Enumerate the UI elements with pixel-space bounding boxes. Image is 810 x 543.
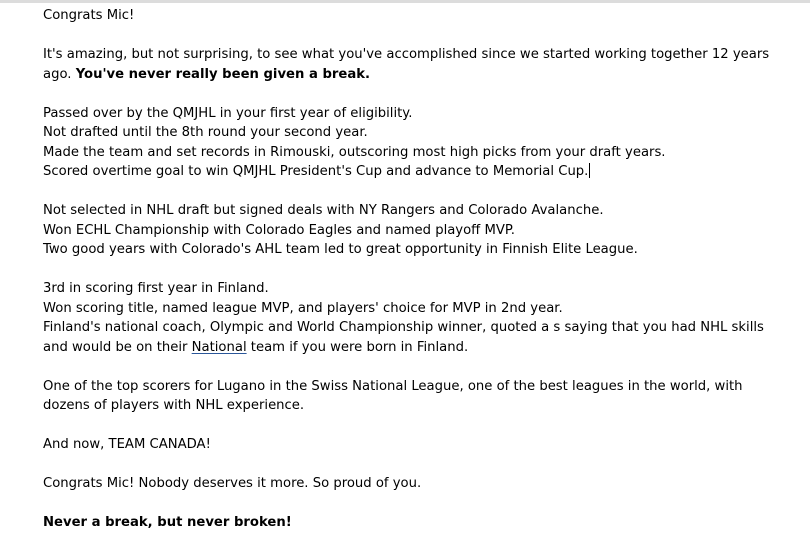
intro-line-1: It's amazing, but not surprising, to see what you've accomplished since we started working together 12 years — [43, 47, 770, 62]
paragraph-gap — [43, 260, 803, 280]
document-body[interactable] — [43, 6, 803, 533]
pro-line-1: Not selected in NHL draft but signed deals with NY Rangers and Colorado Avalanche. — [43, 203, 604, 218]
intro-bold-text: You've never really been given a break. — [75, 66, 371, 82]
pro-line-3: Two good years with Colorado's AHL team led to great opportunity in Finnish Elite League. — [43, 242, 638, 257]
intro-line-2 — [43, 65, 803, 85]
paragraph-gap — [43, 416, 803, 436]
swiss-line-1: One of the top scorers for Lugano in the Swiss National League, one of the best leagues in the world, with — [43, 378, 743, 394]
junior-line-2: Not drafted until the 8th round your second year. — [43, 125, 368, 140]
junior-line-4: Scored overtime goal to win QMJHL President's Cup and advance to Memorial Cup. — [43, 164, 589, 179]
team-canada-line: And now, TEAM CANADA! — [43, 437, 211, 452]
finland-line-3: Finland's national coach, Olympic and World Championship winner, quoted a s saying that you had NHL skills — [43, 320, 764, 335]
finland-text-after: team if you were born in Finland. — [246, 339, 469, 355]
window-top-edge — [0, 0, 810, 3]
finland-line-2: Won scoring title, named league MVP, and players' choice for MVP in 2nd year. — [43, 300, 563, 316]
intro-text: ago. — [43, 66, 76, 82]
paragraph-gap — [43, 494, 803, 514]
paragraph-gap — [43, 455, 803, 475]
junior-line-4-with-cursor — [43, 162, 803, 182]
closing-line: Congrats Mic! Nobody deserves it more. So proud of you. — [43, 476, 422, 491]
finland-line-4 — [43, 338, 803, 358]
junior-line-3: Made the team and set records in Rimouski, outscoring most high picks from your draft years. — [43, 144, 666, 160]
paragraph-gap — [43, 182, 803, 202]
finland-text-before: and would be on their — [43, 339, 192, 355]
text-cursor — [589, 163, 590, 178]
junior-line-1: Passed over by the QMJHL in your first year of eligibility. — [43, 105, 413, 121]
finland-line-1: 3rd in scoring first year in Finland. — [43, 281, 269, 296]
paragraph-gap — [43, 357, 803, 377]
greeting-line: Congrats Mic! — [43, 8, 135, 23]
flagged-word[interactable]: National — [191, 339, 247, 355]
paragraph-gap — [43, 26, 803, 46]
signoff-line: Never a break, but never broken! — [43, 515, 292, 530]
pro-line-2: Won ECHL Championship with Colorado Eagles and named playoff MVP. — [43, 222, 515, 238]
paragraph-gap — [43, 84, 803, 104]
swiss-line-2: dozens of players with NHL experience. — [43, 398, 305, 413]
